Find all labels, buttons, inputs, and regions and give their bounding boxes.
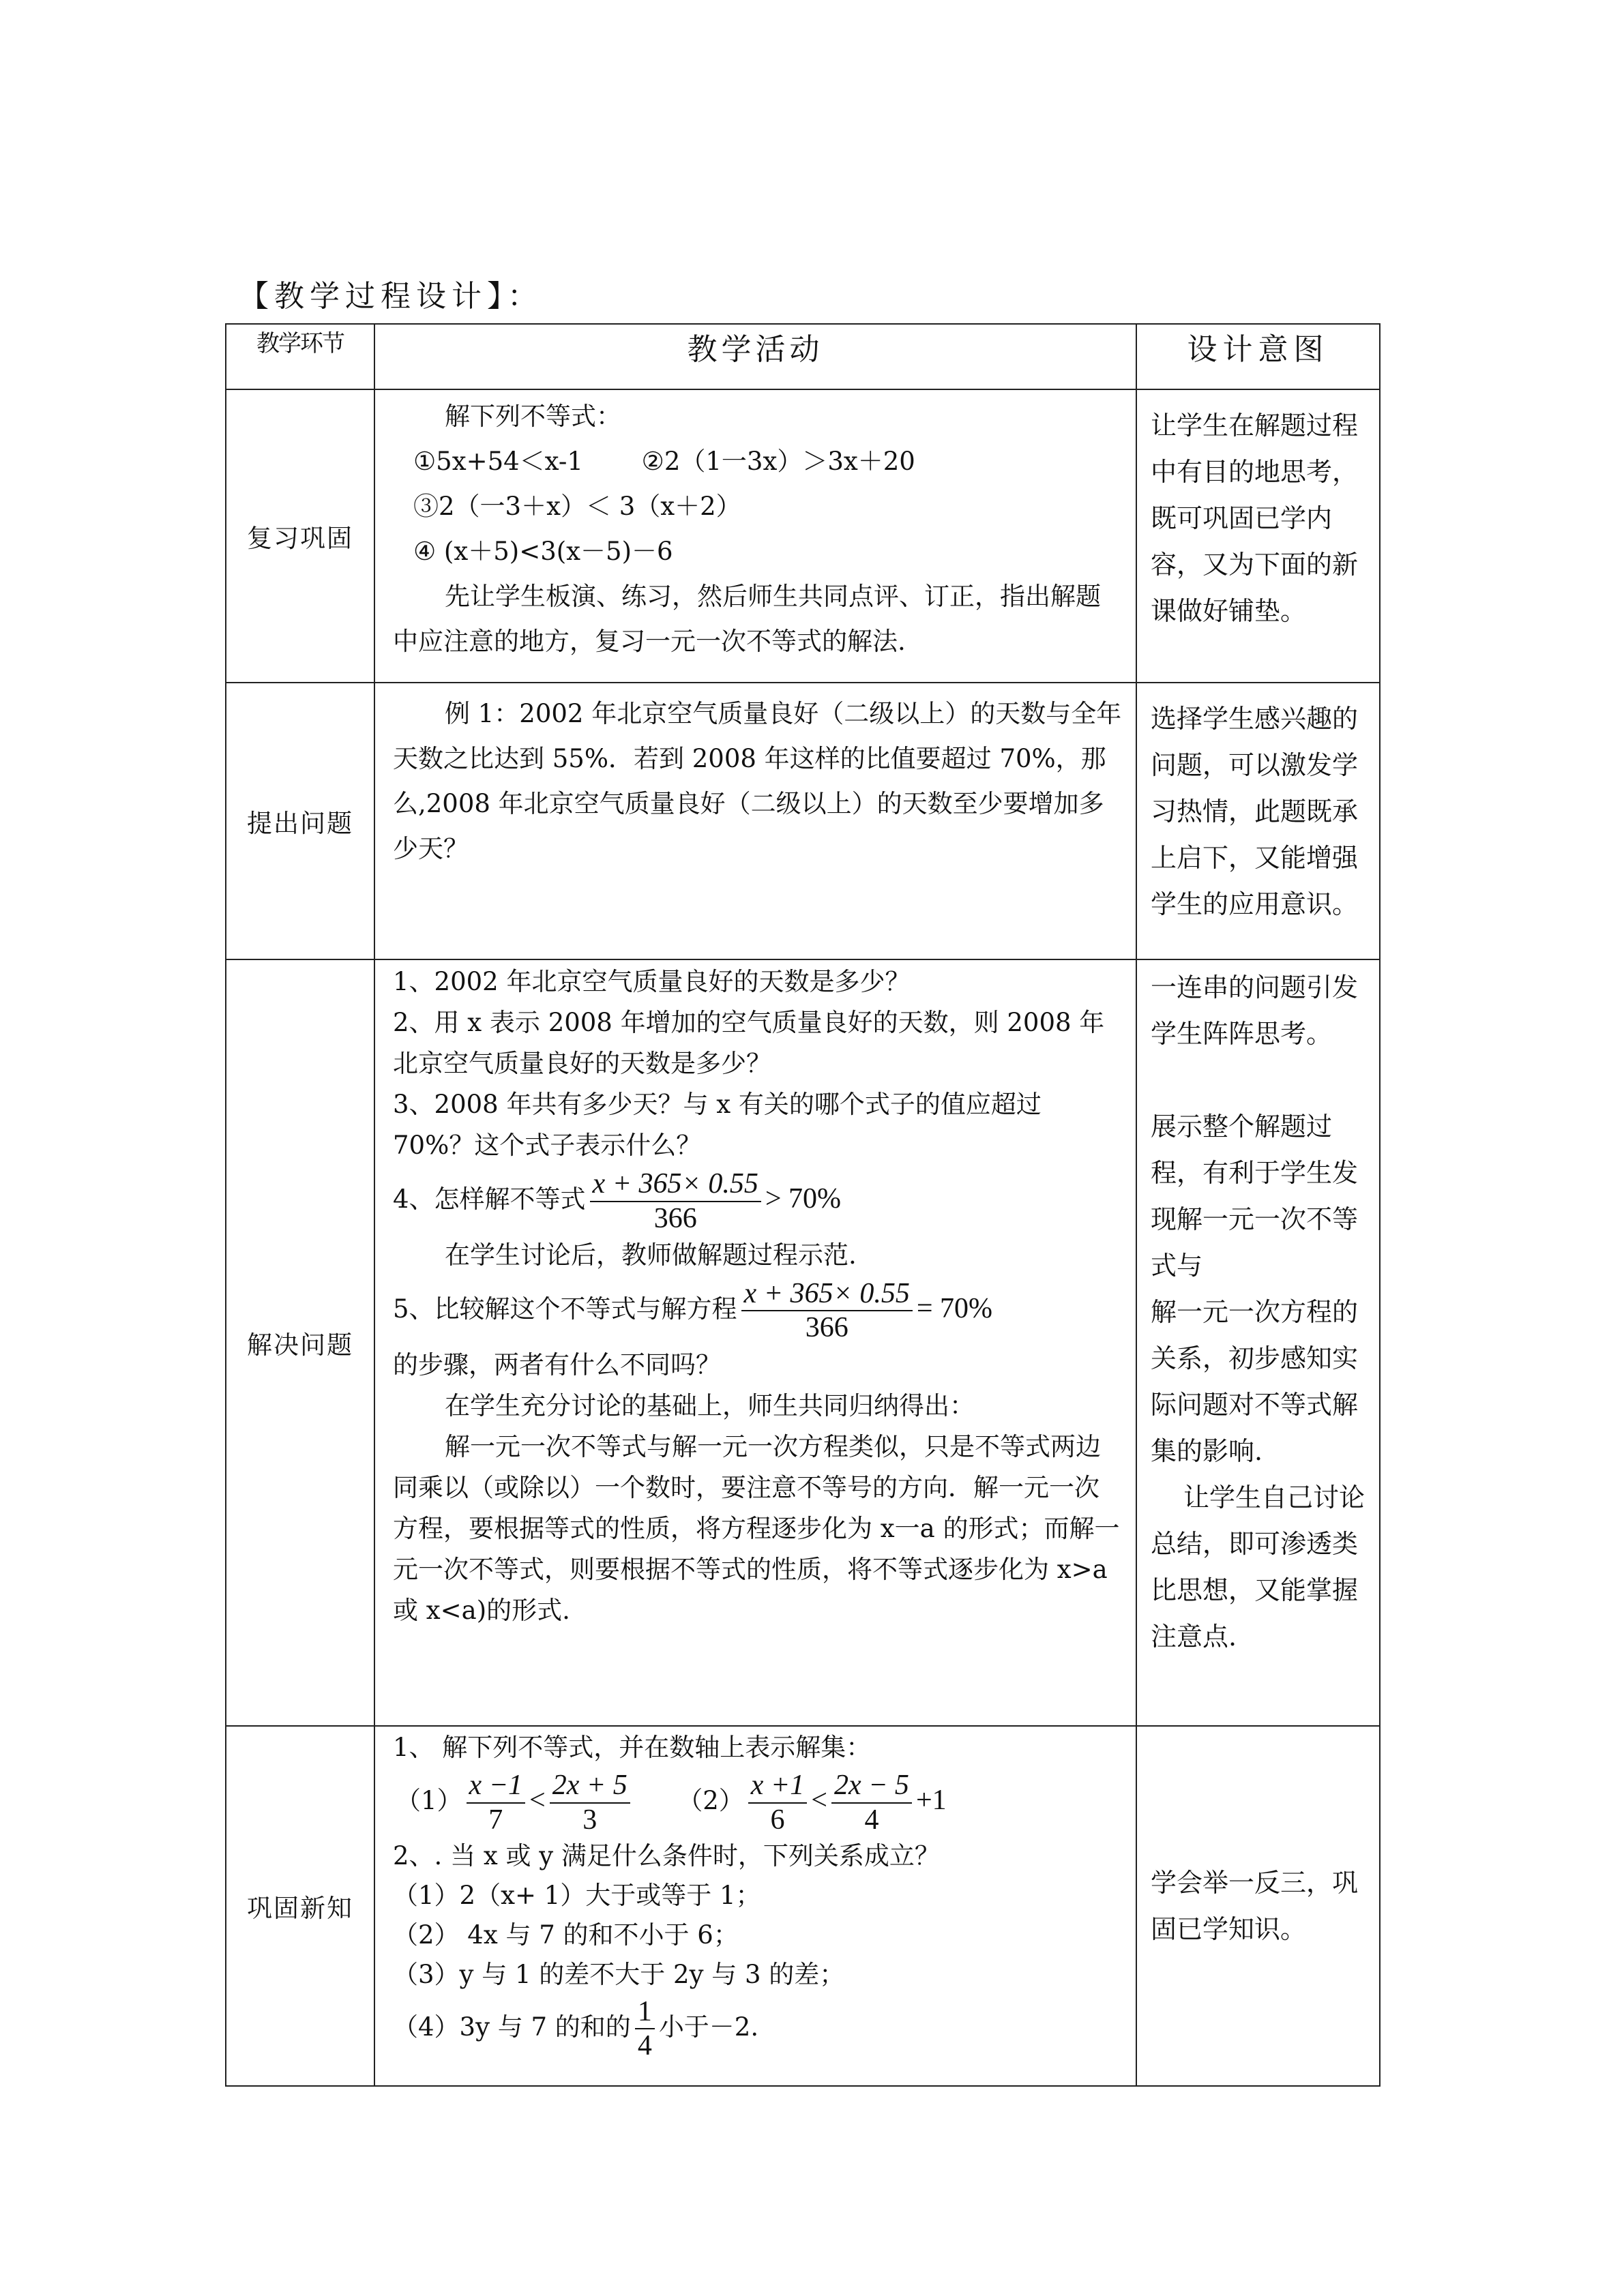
consolidate-item-4 xyxy=(393,1995,1123,2063)
p2-right-num: 2x − 5 xyxy=(833,1770,909,1802)
item4-fraction xyxy=(635,1995,655,2063)
solve-conclude: 在学生充分讨论的基础上，师生共同归纳得出： xyxy=(445,1390,975,1420)
solve-q4-denominator: 366 xyxy=(590,1201,761,1235)
p2-relation: < xyxy=(811,1785,827,1816)
item4-den: 4 xyxy=(635,2028,655,2062)
consolidate-intent-text: 学会举一反三，巩固已学知识。 xyxy=(1151,1868,1359,1944)
item4-suffix: 小于－2. xyxy=(658,2012,759,2042)
solve-q4-fraction xyxy=(590,1167,761,1235)
review-intent xyxy=(1136,389,1380,683)
solve-summary: 解一元一次不等式与解一元一次方程类似，只是不等式两边同乘以（或除以）一个数时，要注意不等号的方向．解一元一次方程，要根据等式的性质，将方程逐步化为 x一a 的形式；而解一元一次不等式，则要根据不等式的性质，将不等式逐步化为 x>a 或 x<a)的形式. xyxy=(393,1431,1120,1625)
section-heading: 【教学过程设计】： xyxy=(239,279,543,314)
solve-q5-relation: = 70% xyxy=(916,1292,993,1324)
solve-q5-numerator: x + 365× 0.55 xyxy=(743,1278,910,1309)
lesson-plan-table xyxy=(225,323,1381,2087)
p2-right-fraction xyxy=(831,1769,912,1836)
solve-q4-prefix: 4、怎样解不等式 xyxy=(393,1184,586,1214)
consolidate-row xyxy=(226,1726,1380,2086)
p1-right-den: 3 xyxy=(550,1802,630,1836)
solve-activity xyxy=(374,959,1136,1726)
problem-intent-text: 选择学生感兴趣的问题，可以激发学习热情，此题既承上启下，又能增强学生的应用意识。 xyxy=(1151,704,1359,919)
problem-text: 例 1：2002 年北京空气质量良好（二级以上）的天数与全年天数之比达到 55%．若到 2008 年这样的比值要超过 70%，那么,2008 年北京空气质量良好（二级以上）的天数至少要增加多少天？ xyxy=(393,699,1122,863)
consolidate-item-1: （1）2（x+ 1）大于或等于 1； xyxy=(393,1880,761,1910)
solve-q5 xyxy=(393,1276,1123,1345)
header-stage: 教学环节 xyxy=(226,324,374,389)
solve-row xyxy=(226,959,1380,1726)
solve-intent-2: 展示整个解题过程，有利于学生发现解一元一次不等式与 xyxy=(1151,1112,1359,1281)
problem-row xyxy=(226,683,1380,959)
solve-q4 xyxy=(393,1166,1123,1235)
problem-activity xyxy=(374,683,1136,959)
consolidate-task-1: 1、 解下列不等式，并在数轴上表示解集： xyxy=(393,1733,872,1762)
consolidate-activity xyxy=(374,1726,1136,2086)
consolidate-problems xyxy=(393,1768,1123,1836)
p1-label: （1） xyxy=(396,1786,462,1815)
problem-intent xyxy=(1136,683,1380,959)
item4-prefix: （4）3y 与 7 的和的 xyxy=(393,2012,631,2042)
solve-intent xyxy=(1136,959,1380,1726)
solve-intent-4: 让学生自己讨论总结，即可渗透类比思想，又能掌握注意点. xyxy=(1151,1482,1365,1652)
p2-label: （2） xyxy=(677,1786,744,1815)
solve-demo: 在学生讨论后，教师做解题过程示范. xyxy=(445,1240,857,1270)
p1-relation: < xyxy=(529,1785,546,1816)
solve-q4-relation: > 70% xyxy=(765,1183,842,1214)
p2-left-den: 6 xyxy=(748,1802,807,1836)
review-intent-text: 让学生在解题过程中有目的地思考，既可巩固已学内容，又为下面的新课做好铺垫。 xyxy=(1151,411,1359,626)
consolidate-stage: 巩固新知 xyxy=(226,1726,374,2086)
solve-intent-1: 一连串的问题引发学生阵阵思考。 xyxy=(1151,972,1359,1049)
consolidate-item-2: （2） 4x 与 7 的和不小于 6； xyxy=(393,1920,739,1950)
p2-tail: +1 xyxy=(915,1785,947,1816)
consolidate-task-2: 2、. 当 x 或 y 满足什么条件时，下列关系成立？ xyxy=(393,1840,940,1870)
review-line-5: 先让学生板演、练习，然后师生共同点评、订正，指出解题中应注意的地方，复习一元一次不等式的解法. xyxy=(393,582,1101,656)
solve-intent-gap xyxy=(1151,1057,1365,1103)
review-line-1: 解下列不等式： xyxy=(445,402,621,431)
solve-q5-fraction xyxy=(741,1277,913,1345)
p1-left-den: 7 xyxy=(467,1802,525,1836)
header-row xyxy=(226,324,1380,389)
p2-left-num: x +1 xyxy=(750,1770,805,1802)
header-activity: 教学活动 xyxy=(374,324,1136,389)
header-intent: 设计意图 xyxy=(1136,324,1380,389)
consolidate-intent xyxy=(1136,1726,1380,2086)
p2-left-fraction xyxy=(748,1769,807,1836)
solve-q3: 3、2008 年共有多少天？与 x 有关的哪个式子的值应超过 70%？这个式子表示什么？ xyxy=(393,1090,1042,1160)
solve-intent-3: 解一元一次方程的关系，初步感知实际问题对不等式解集的影响. xyxy=(1151,1297,1359,1466)
consolidate-item-3: （3）y 与 1 的差不大于 2y 与 3 的差； xyxy=(393,1959,845,1989)
p1-left-num: x −1 xyxy=(469,1770,523,1802)
review-line-4: ④ (x＋5)<3(x－5)－6 xyxy=(413,537,673,566)
solve-stage: 解决问题 xyxy=(226,959,374,1726)
solve-q2: 2、用 x 表示 2008 年增加的空气质量良好的天数，则 2008 年北京空气质量良好的天数是多少？ xyxy=(393,1008,1105,1078)
p1-left-fraction xyxy=(467,1769,525,1836)
p2-right-den: 4 xyxy=(831,1802,912,1836)
review-row xyxy=(226,389,1380,683)
review-stage: 复习巩固 xyxy=(226,389,374,683)
p1-right-num: 2x + 5 xyxy=(552,1770,628,1802)
solve-q4-numerator: x + 365× 0.55 xyxy=(592,1168,758,1200)
solve-q5-denominator: 366 xyxy=(741,1310,913,1344)
item4-num: 1 xyxy=(637,1996,652,2027)
review-line-3: ③2（一3＋x）＜ 3（x＋2） xyxy=(413,492,741,521)
solve-q5-suffix: 的步骤，两者有什么不同吗？ xyxy=(393,1350,721,1380)
solve-q5-prefix: 5、比较解这个不等式与解方程 xyxy=(393,1294,737,1324)
solve-q1: 1、2002 年北京空气质量良好的天数是多少？ xyxy=(393,967,911,996)
problem-stage: 提出问题 xyxy=(226,683,374,959)
p1-right-fraction xyxy=(550,1769,630,1836)
review-line-2: ①5x+54＜x-1 ②2（1一3x）＞3x＋20 xyxy=(413,447,915,476)
review-activity xyxy=(374,389,1136,683)
